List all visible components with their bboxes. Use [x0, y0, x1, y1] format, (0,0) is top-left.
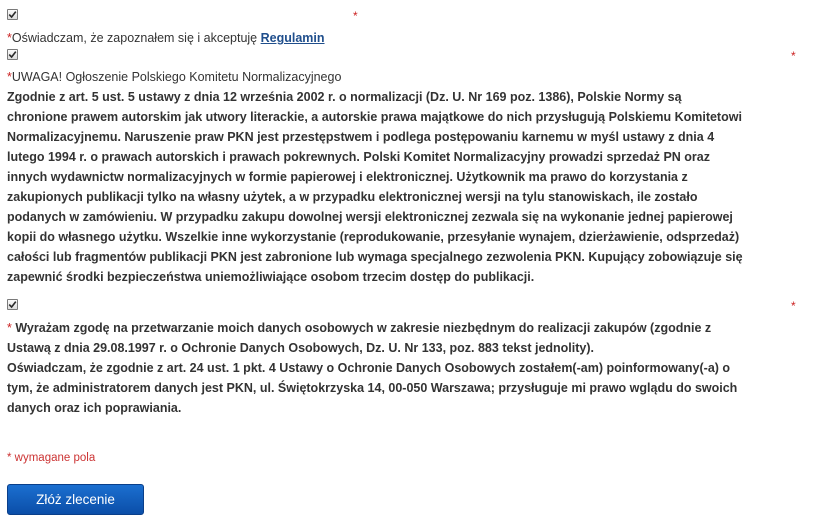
- data-processing-checkbox[interactable]: [7, 299, 18, 310]
- pkn-notice-line: zakupionych publikacji tylko na własny użytek, a w przypadku elektronicznej wersji na tylu stanowiskach, ile zostało: [7, 190, 698, 204]
- terms-consent-label: [7, 30, 325, 46]
- data-processing-line: Ustawą z dnia 29.08.1997 r. o Ochronie Danych Osobowych, Dz. U. Nr 133, poz. 883 tekst jednolity).: [7, 341, 594, 355]
- pkn-notice-line: lutego 1994 r. o prawach autorskich i prawach pokrewnych. Polski Komitet Normalizacyjny prowadzi sprzedaż PN oraz: [7, 150, 710, 164]
- data-processing-text: [7, 318, 737, 418]
- terms-checkbox[interactable]: [7, 9, 18, 20]
- check-icon: [8, 300, 17, 309]
- pkn-notice-line: całości lub fragmentów publikacji PKN jest zabronione lub wymaga specjalnego zezwolenia PKN. Kupujący zobowiązuje się: [7, 250, 743, 264]
- pkn-notice-heading: *UWAGA! Ogłoszenie Polskiego Komitetu Normalizacyjnego: [7, 70, 342, 84]
- pkn-notice-line: kopii do własnego użytku. Wszelkie inne wykorzystanie (reprodukowanie, przesyłanie wynajem, dzierżawienie, odsprzedaż): [7, 230, 740, 244]
- submit-order-button[interactable]: Złóż zlecenie: [7, 484, 144, 515]
- pkn-notice-line: innych wydawnictw normalizacyjnych w formie papierowej i elektronicznej. Użytkownik ma prawo do korzystania z: [7, 170, 688, 184]
- data-processing-line: * Wyrażam zgodę na przetwarzanie moich danych osobowych w zakresie niezbędnym do realizacji zakupów (zgodnie z: [7, 321, 712, 335]
- pkn-notice-line: Zgodnie z art. 5 ust. 5 ustawy z dnia 12 września 2002 r. o normalizacji (Dz. U. Nr 169 poz. 1386), Polskie Normy są: [7, 90, 682, 104]
- required-marker: *: [791, 49, 796, 63]
- pkn-notice-line: zapewnić środki bezpieczeństwa uniemożliwiające osobom trzecim dostęp do publikacji.: [7, 270, 535, 284]
- data-processing-line: danych oraz ich poprawiania.: [7, 401, 182, 415]
- pkn-notice-checkbox[interactable]: [7, 49, 18, 60]
- pkn-notice-text: [7, 67, 743, 287]
- required-marker: *: [7, 321, 12, 335]
- required-marker: *: [7, 70, 12, 84]
- terms-link[interactable]: Regulamin: [260, 31, 325, 45]
- pkn-notice-line: podanych w zamówieniu. W przypadku zakupu dowolnej wersji elektronicznej zezwala się na wykonanie jednej papierowej: [7, 210, 733, 224]
- required-marker: *: [7, 31, 12, 45]
- terms-consent-text: Oświadczam, że zapoznałem się i akceptuję: [11, 31, 261, 45]
- required-marker: *: [791, 299, 796, 313]
- check-icon: [8, 10, 17, 19]
- data-processing-line: Oświadczam, że zgodnie z art. 24 ust. 1 pkt. 4 Ustawy o Ochronie Danych Osobowych zostałem(-am) poinformowany(-a) o: [7, 361, 731, 375]
- pkn-notice-line: chronione prawem autorskim jak utwory literackie, a autorskie prawa majątkowe do nich przysługują Polskiemu Komitetowi: [7, 110, 742, 124]
- required-fields-legend: * wymagane pola: [7, 452, 96, 464]
- data-processing-line: tym, że administratorem danych jest PKN, ul. Świętokrzyska 14, 00-050 Warszawa; przysługuje mi prawo wglądu do swoich: [7, 381, 738, 395]
- check-icon: [8, 50, 17, 59]
- required-marker: *: [353, 9, 358, 23]
- pkn-notice-line: Normalizacyjnemu. Naruszenie praw PKN jest przestępstwem i podlega postępowaniu karnemu w myśl ustawy z dnia 4: [7, 130, 715, 144]
